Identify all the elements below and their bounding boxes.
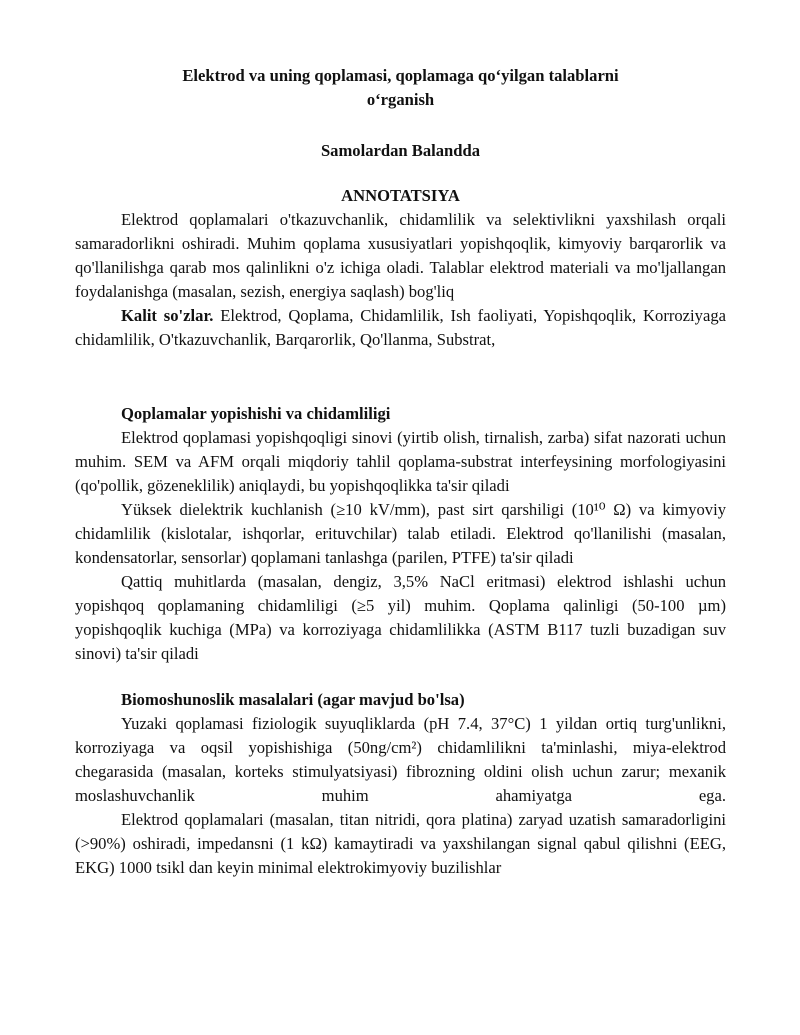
- section1-paragraph-1: Elektrod qoplamasi yopishqoqligi sinovi (yirtib olish, tirnalish, zarba) sifat nazorati uchun muhim. SEM va AFM orqali miqdoriy tahlil qoplama-substrat interfeysining morfologiyasini (qo'pollik, gözeneklilik) aniqlaydi, bu yopishqoqlikka ta'sir qiladi: [75, 428, 726, 495]
- annotation-heading: ANNOTATSIYA: [341, 186, 460, 205]
- author-name: Samolardan Balandda: [320, 141, 481, 160]
- paper-title: [75, 64, 726, 112]
- annotation-paragraph: Elektrod qoplamalari o'tkazuvchanlik, chidamlilik va selektivlikni yaxshilash orqali samaradorlikni oshiradi. Muhim qoplama xususiyatlari yopishqoqlik, kimyoviy barqarorlik va qo'llanilishga qarab mos qalinlikni o'z ichiga oladi. Talablar elektrod materiali va mo'ljallangan foydalanishga (masalan, sezish, energiya saqlash) bog'liq: [75, 210, 726, 301]
- keywords-list: Elektrod, Qoplama, Chidamlilik, Ish faoliyati, Yopishqoqlik, Korroziyaga chidamlilik, O'tkazuvchanlik, Barqarorlik, Qo'llanma, Substrat,: [75, 306, 726, 349]
- keywords-label: Kalit so'zlar.: [121, 306, 214, 325]
- section-heading-biocompatibility: Biomoshunoslik masalalari (agar mavjud bo'lsa): [121, 690, 465, 709]
- section1-paragraph-3: Qattiq muhitlarda (masalan, dengiz, 3,5% NaCl eritmasi) elektrod ishlashi uchun yopishqoq qoplamaning chidamliligi (≥5 yil) muhim. Qoplama qalinligi (50-100 µm) yopishqoqlik kuchiga (MPa) va korroziyaga chidamlilikka (ASTM B117 tuzli buzadigan suv sinovi) ta'sir qiladi: [75, 572, 726, 663]
- section2-paragraph-1: Yuzaki qoplamasi fiziologik suyuqliklarda (pH 7.4, 37°C) 1 yildan ortiq turg'unlikni, korroziyaga va oqsil yopishishiga (50ng/cm²) chidamlilikni ta'minlashi, miya-elektrod chegarasida (masalan, korteks stimulyatsiyasi) fibrozning oldini olish uchun zarur; mexanik moslashuvchanlik muhim ahamiyatga ega.: [75, 714, 726, 805]
- section-heading-adhesion: Qoplamalar yopishishi va chidamliligi: [121, 404, 391, 423]
- document-page: [75, 64, 726, 880]
- keywords-paragraph: [75, 304, 726, 352]
- section1-paragraph-2: Yüksek dielektrik kuchlanish (≥10 kV/mm), past sirt qarshiligi (10¹⁰ Ω) va kimyoviy chidamlilik (kislotalar, ishqorlar, erituvchilar) talab etiladi. Elektrod qo'llanilishi (masalan, kondensatorlar, sensorlar) qoplamani tanlashga (parilen, PTFE) ta'sir qiladi: [75, 500, 726, 567]
- paper-title-line-2: o‘rganish: [366, 90, 435, 109]
- section2-paragraph-2: Elektrod qoplamalari (masalan, titan nitridi, qora platina) zaryad uzatish samaradorligini (>90%) oshiradi, impedansni (1 kΩ) kamaytiradi va yaxshilangan signal qabul qilishni (EEG, EKG) 1000 tsikl dan keyin minimal elektrokimyoviy buzilishlar: [75, 810, 726, 877]
- paper-title-line-1: Elektrod va uning qoplamasi, qoplamaga qo‘yilgan talablarni: [182, 66, 619, 85]
